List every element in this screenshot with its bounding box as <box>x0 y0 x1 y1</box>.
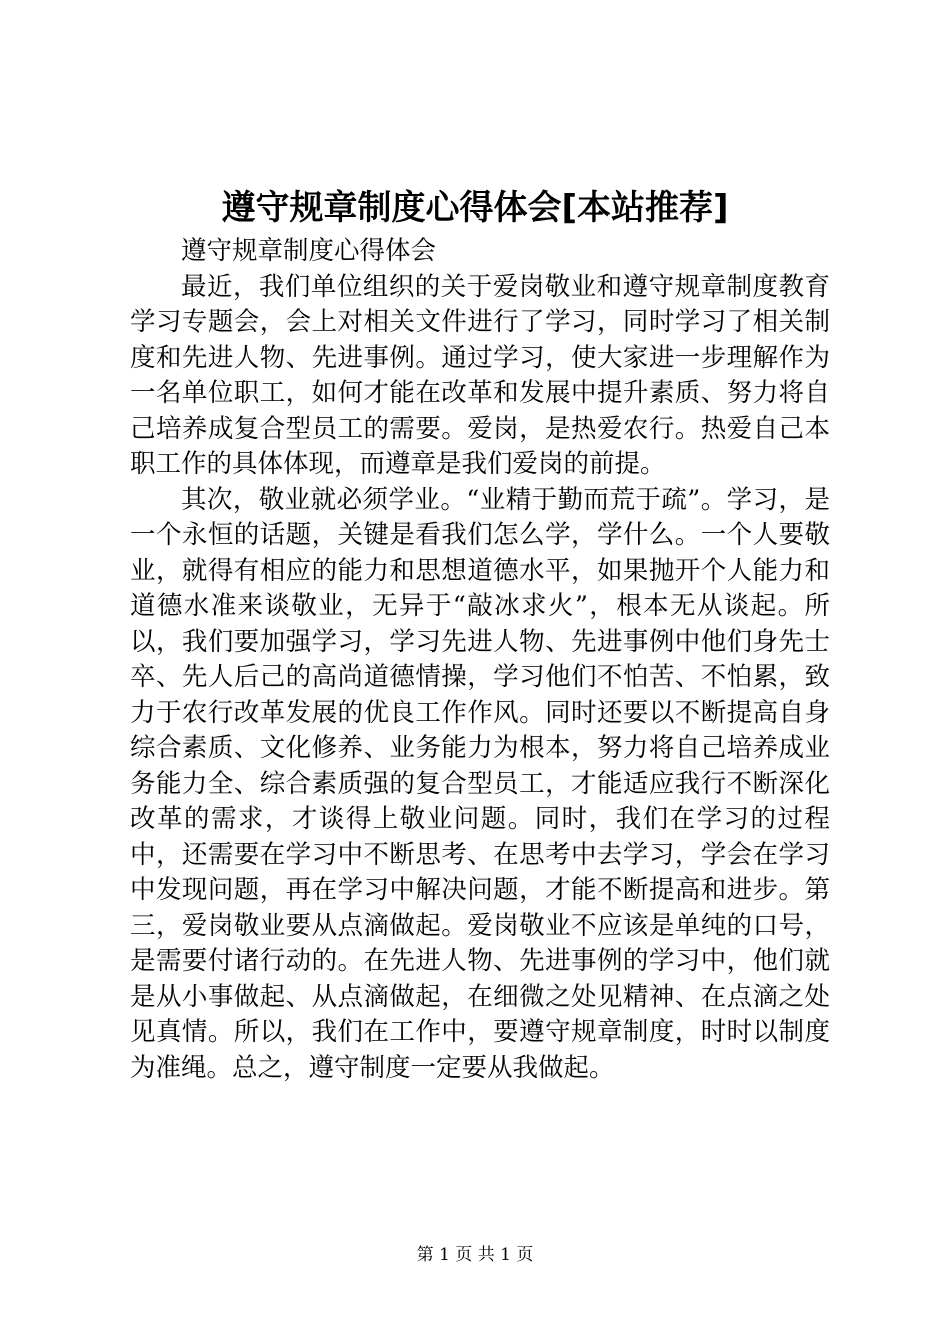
body-paragraph: 其次，敬业就必须学业。“业精于勤而荒于疏”。学习，是一个永恒的话题，关键是看我们怎么学，学什么。一个人要敬业，就得有相应的能力和思想道德水平，如果抛开个人能力和道德水准来谈敬业，无异于“敲冰求火”，根本无从谈起。所以，我们要加强学习，学习先进人物、先进事例中他们身先士卒、先人后己的高尚道德情操，学习他们不怕苦、不怕累，致力于农行改革发展的优良工作作风。同时还要以不断提高自身综合素质、文化修养、业务能力为根本，努力将自己培养成业务能力全、综合素质强的复合型员工，才能适应我行不断深化改革的需求，才谈得上敬业问题。同时，我们在学习的过程中，还需要在学习中不断思考、在思考中去学习，学会在学习中发现问题，再在学习中解决问题，才能不断提高和进步。第三，爱岗敬业要从点滴做起。爱岗敬业不应该是单纯的口号，是需要付诸行动的。在先进人物、先进事例的学习中，他们就是从小事做起、从点滴做起，在细微之处见精神、在点滴之处见真情。所以，我们在工作中，要遵守规章制度，时时以制度为准绳。总之，遵守制度一定要从我做起。 <box>130 484 830 1083</box>
page-number-footer: 第 1 页 共 1 页 <box>416 1245 534 1265</box>
document-body <box>130 234 830 1086</box>
body-paragraph: 最近，我们单位组织的关于爱岗敬业和遵守规章制度教育学习专题会，会上对相关文件进行了学习，同时学习了相关制度和先进人物、先进事例。通过学习，使大家进一步理解作为一名单位职工，如何才能在改革和发展中提升素质、努力将自己培养成复合型员工的需要。爱岗，是热爱农行。热爱自己本职工作的具体体现，而遵章是我们爱岗的前提。 <box>130 271 830 479</box>
subtitle-paragraph: 遵守规章制度心得体会 <box>181 236 437 266</box>
document-title: 遵守规章制度心得体会[本站推荐] <box>221 188 729 228</box>
